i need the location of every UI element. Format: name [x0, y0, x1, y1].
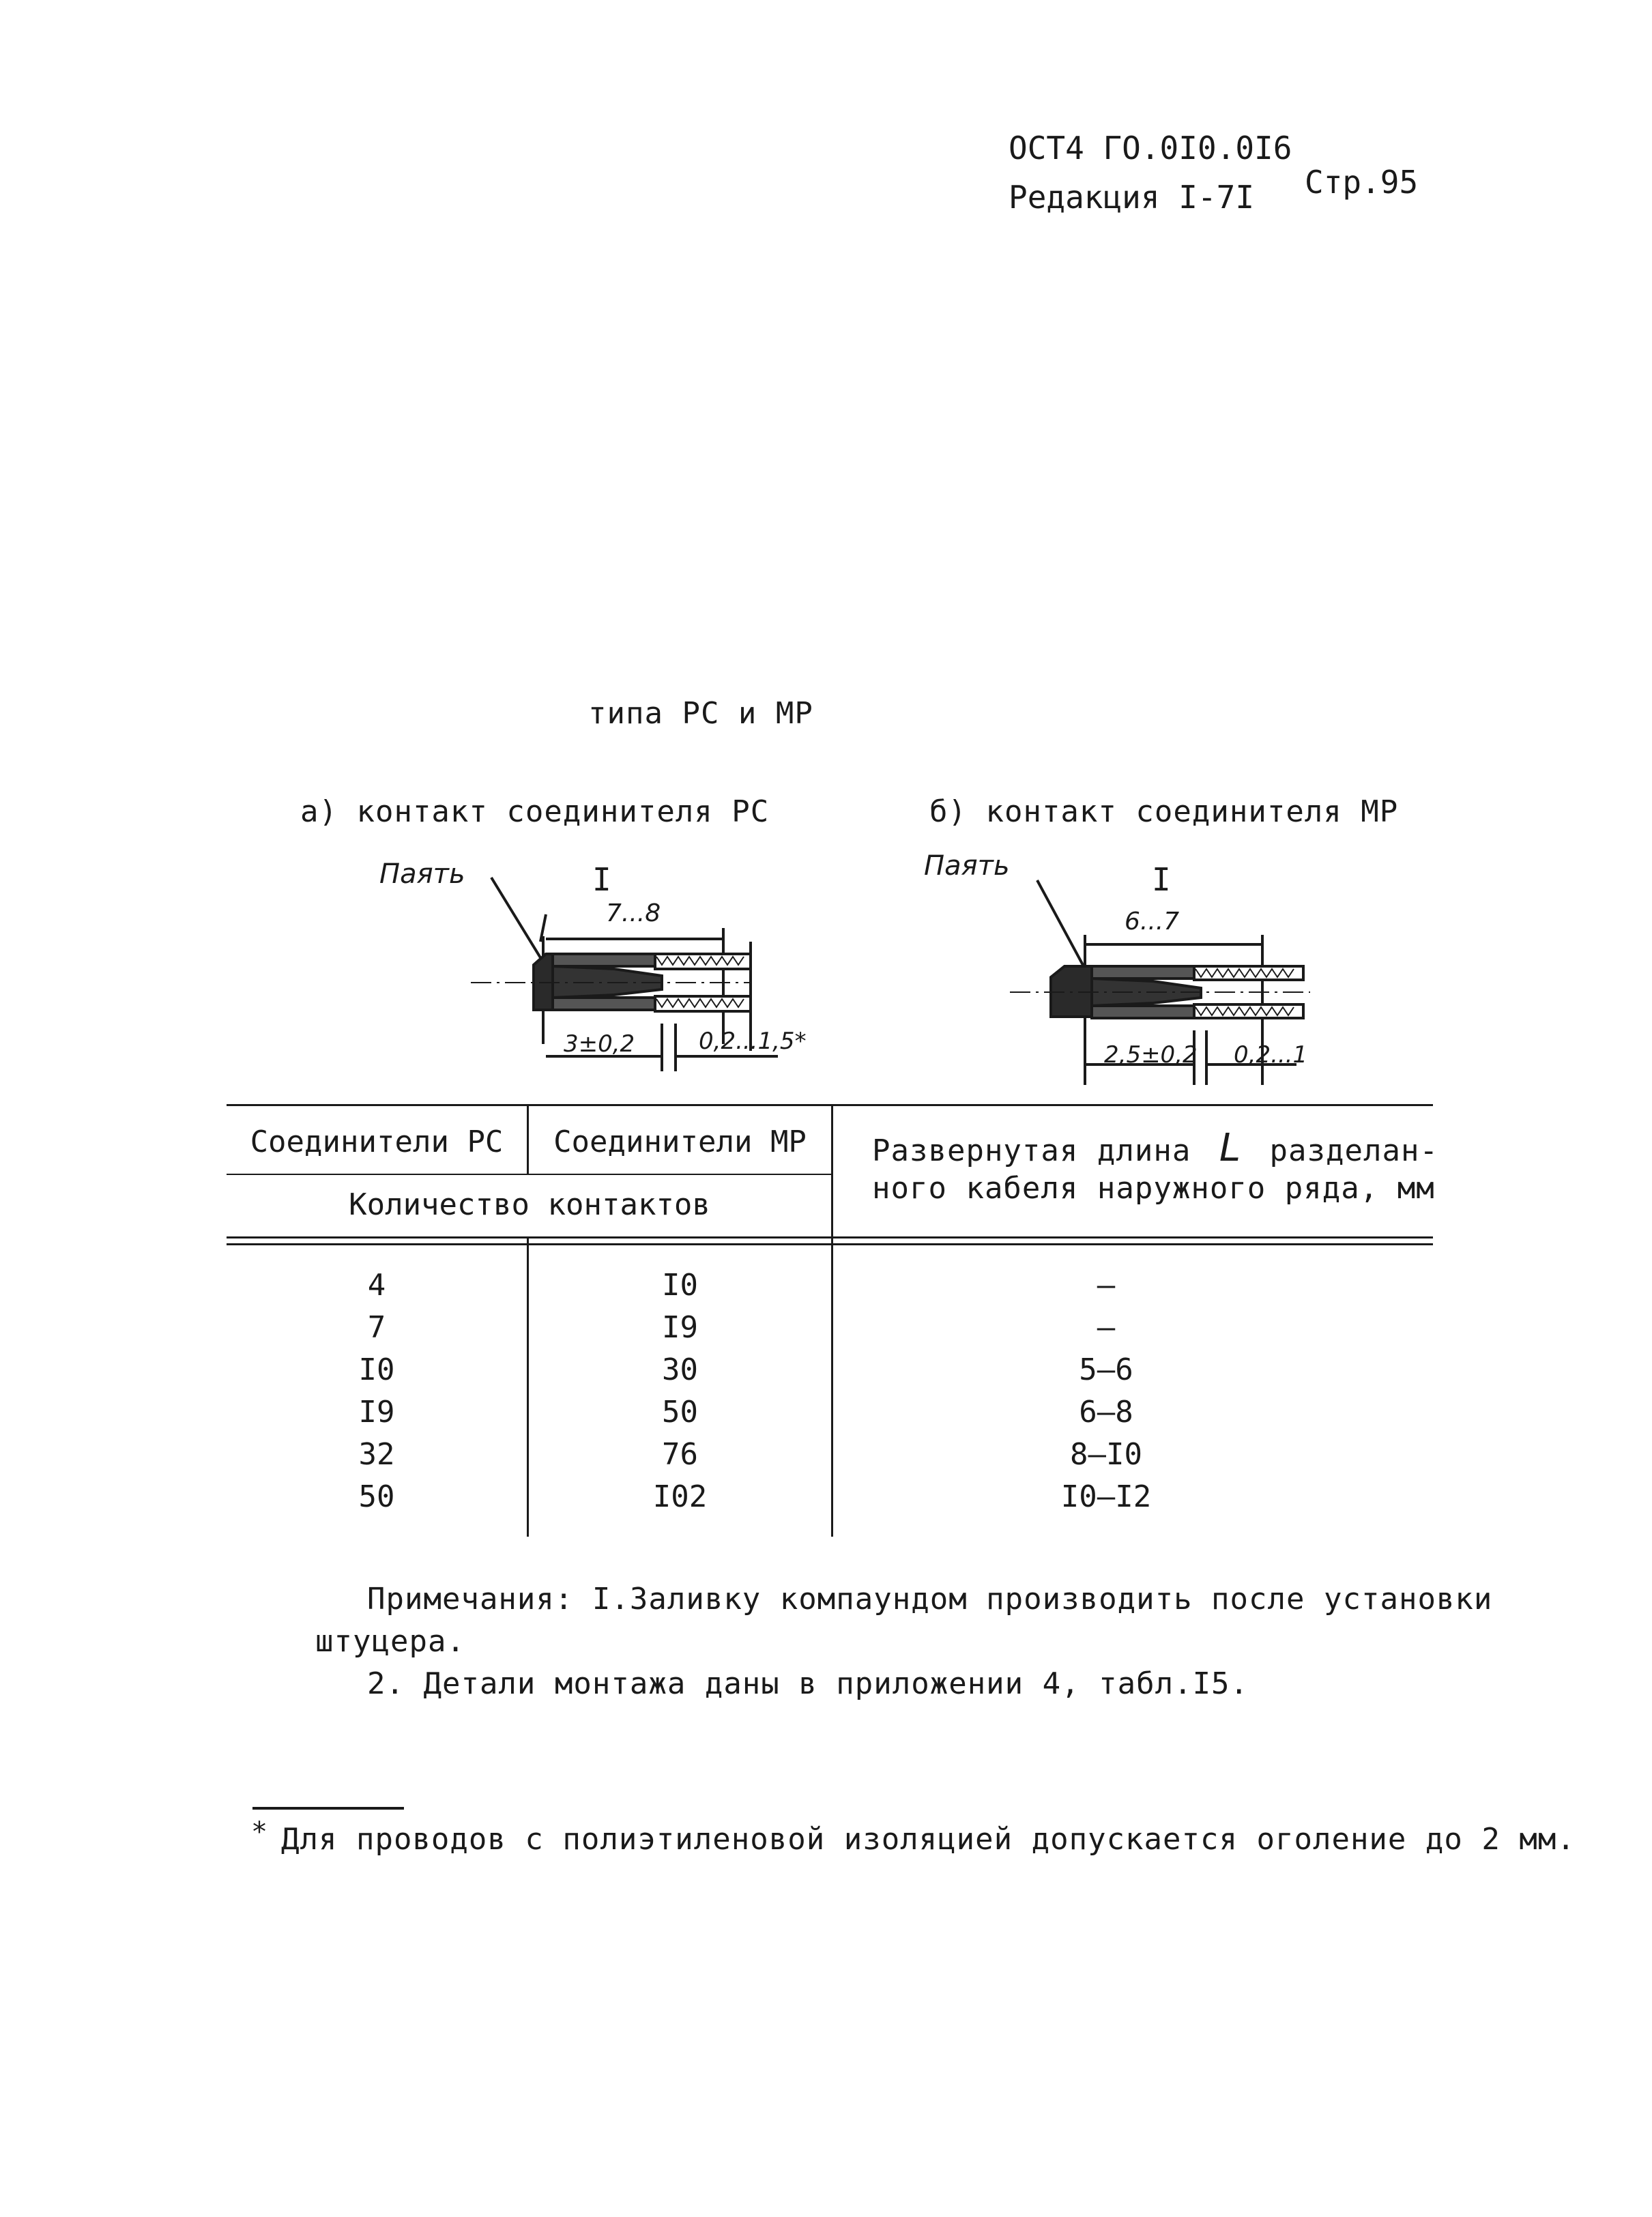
figure-b-dim-strip: 2,5±0,2: [1104, 1041, 1198, 1069]
cell-mr: 30: [662, 1352, 698, 1387]
table-top-rule: [227, 1104, 1433, 1106]
figure-a-dim-length: 7...8: [606, 899, 661, 927]
edition-label: Редакция I-7I: [1009, 179, 1255, 216]
figure-a-solder-label: Паять: [379, 858, 465, 890]
table-header-rule-1: [227, 1236, 1433, 1238]
page-number: Стр.95: [1305, 164, 1419, 201]
cell-mr: I02: [652, 1479, 708, 1514]
figure-a-detail-mark: I: [592, 861, 611, 898]
cell-rs: I0: [358, 1352, 395, 1387]
cell-rs: 4: [367, 1268, 386, 1303]
column-header-length-text-2: разделан-: [1269, 1133, 1438, 1168]
cell-length: –: [1097, 1310, 1116, 1345]
cell-mr: 76: [662, 1437, 698, 1472]
cell-length: –: [1097, 1268, 1116, 1303]
figure-a-dim-gap: 0,2...1,5*: [699, 1028, 807, 1055]
footnote-mark: *: [251, 1816, 268, 1848]
figure-a-dim-strip: 3±0,2: [564, 1030, 635, 1058]
table-header-rule-2: [227, 1243, 1433, 1245]
table-header-divider: [227, 1174, 832, 1175]
figure-a-title: а) контакт соединителя РС: [300, 794, 770, 829]
cell-rs: 32: [358, 1437, 395, 1472]
column-header-mr: Соединители МР: [553, 1125, 807, 1159]
cell-rs: 7: [367, 1310, 386, 1345]
figure-b-detail-mark: I: [1152, 861, 1171, 898]
notes-line-3: 2. Детали монтажа даны в приложении 4, табл.I5.: [367, 1666, 1249, 1701]
cell-length: I0–I2: [1060, 1479, 1152, 1514]
cell-mr: I0: [662, 1268, 698, 1303]
figure-a-contact-drawing: [478, 873, 819, 1092]
cell-length: 8–I0: [1070, 1437, 1142, 1472]
length-symbol-l: L: [1219, 1126, 1242, 1170]
figure-b-dim-length: 6...7: [1125, 908, 1180, 936]
figure-b-title: б) контакт соединителя МР: [929, 794, 1399, 829]
footnote-text: Для проводов с полиэтиленовой изоляцией допускается оголение до 2 мм.: [281, 1822, 1576, 1857]
column-header-count: Количество контактов: [349, 1187, 710, 1222]
notes-line-1: Примечания: I.Заливку компаундом производить после установки: [367, 1582, 1493, 1617]
footnote-separator: [252, 1807, 404, 1810]
document-code: ОСТ4 ГО.0I0.0I6: [1009, 130, 1292, 166]
figure-caption: типа РС и МР: [588, 696, 813, 731]
figure-b-solder-label: Паять: [924, 850, 1010, 882]
cell-rs: I9: [358, 1395, 395, 1430]
figure-b-contact-drawing: [1024, 880, 1365, 1099]
cell-mr: I9: [662, 1310, 698, 1345]
cell-length: 5–6: [1079, 1352, 1133, 1387]
column-header-length-text: Развернутая длина: [872, 1133, 1191, 1168]
column-header-rs: Соединители РС: [250, 1125, 504, 1159]
figure-b-dim-gap: 0,2...1: [1234, 1041, 1308, 1069]
column-header-length-line1: [872, 1126, 1438, 1170]
notes-line-2: штуцера.: [315, 1624, 465, 1659]
column-header-length-line2: ного кабеля наружного ряда, мм: [872, 1171, 1435, 1206]
cell-rs: 50: [358, 1479, 395, 1514]
cell-mr: 50: [662, 1395, 698, 1430]
cell-length: 6–8: [1079, 1395, 1133, 1430]
